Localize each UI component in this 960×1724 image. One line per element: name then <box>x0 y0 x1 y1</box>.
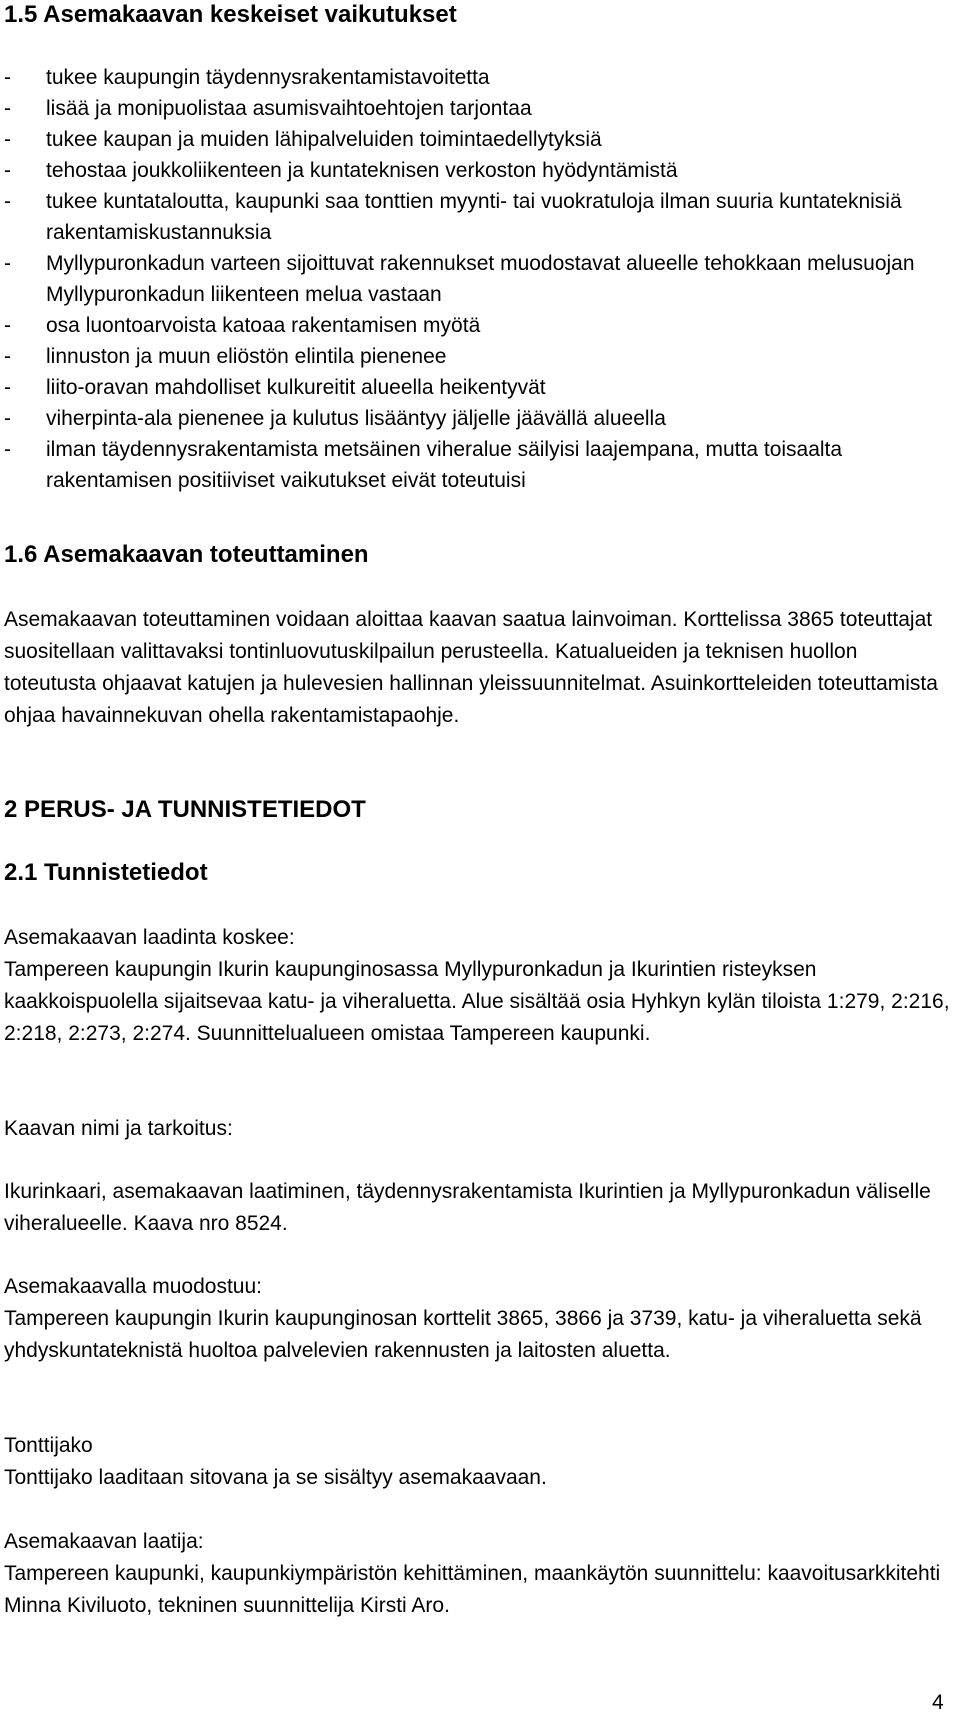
author-text: Tampereen kaupunki, kaupunkiympäristön kehittäminen, maankäytön suunnittelu: kaavoitusarkkitehti Minna Kiviluoto, tekninen suunnittelija Kirsti Aro. <box>4 1562 941 1617</box>
list-dash: - <box>4 252 11 275</box>
list-item <box>4 155 954 186</box>
list-item <box>4 186 954 248</box>
list-item <box>4 124 954 155</box>
formation-label: Asemakaavalla muodostuu: <box>4 1275 262 1298</box>
list-item <box>4 434 954 496</box>
plan-name-label: Kaavan nimi ja tarkoitus: <box>4 1117 233 1140</box>
list-dash: - <box>4 438 11 461</box>
section-heading-2-1: 2.1 Tunnistetiedot <box>4 859 208 886</box>
list-item-text: ilman täydennysrakentamista metsäinen viheralue säilyisi laajempana, mutta toisaalta rakentamisen positiiviset vaikutukset eivät toteutuisi <box>46 438 843 492</box>
list-item-text: Myllypuronkadun varteen sijoittuvat rakennukset muodostavat alueelle tehokkaan melusuojan Myllypuronkadun liikenteen melua vastaan <box>46 252 915 306</box>
list-dash: - <box>4 345 11 368</box>
list-item-text: viherpinta-ala pienenee ja kulutus lisääntyy jäljelle jäävällä alueella <box>46 407 666 430</box>
list-dash: - <box>4 190 11 213</box>
list-item <box>4 248 954 310</box>
list-item <box>4 62 954 93</box>
list-item <box>4 372 954 403</box>
list-item-text: liito-oravan mahdolliset kulkureitit alueella heikentyvät <box>46 376 546 399</box>
list-dash: - <box>4 407 11 430</box>
list-item <box>4 341 954 372</box>
list-dash: - <box>4 314 11 337</box>
list-item-text: osa luontoarvoista katoaa rakentamisen myötä <box>46 314 481 337</box>
list-item-text: lisää ja monipuolistaa asumisvaihtoehtojen tarjontaa <box>46 97 532 120</box>
list-dash: - <box>4 159 11 182</box>
lot-division-label: Tonttijako <box>4 1434 93 1457</box>
list-item <box>4 310 954 341</box>
scope-label: Asemakaavan laadinta koskee: <box>4 926 295 949</box>
list-item-text: tukee kaupan ja muiden lähipalveluiden toimintaedellytyksiä <box>46 128 602 151</box>
list-item-text: tukee kaupungin täydennysrakentamistavoitetta <box>46 66 490 89</box>
formation-text: Tampereen kaupungin Ikurin kaupunginosan korttelit 3865, 3866 ja 3739, katu- ja viheraluetta sekä yhdyskuntateknistä huoltoa palvelevien rakennusten ja laitosten aluetta. <box>4 1307 922 1362</box>
list-item <box>4 403 954 434</box>
list-item-text: linnuston ja muun eliöstön elintila pienenee <box>46 345 447 368</box>
author-label: Asemakaavan laatija: <box>4 1530 204 1553</box>
list-dash: - <box>4 97 11 120</box>
list-dash: - <box>4 128 11 151</box>
section-heading-1-5: 1.5 Asemakaavan keskeiset vaikutukset <box>4 1 457 28</box>
page-number: 4 <box>932 1691 944 1714</box>
implementation-paragraph: Asemakaavan toteuttaminen voidaan aloittaa kaavan saatua lainvoiman. Korttelissa 3865 toteuttajat suositellaan valittavaksi tontinluovutuskilpailun perusteella. Katualueiden ja teknisen huollon toteutusta ohjaavat katujen ja hulevesien hallinnan yleissuunnitelmat. Asuinkortteleiden toteuttamista ohjaa havainnekuvan ohella rakentamistapaohje. <box>4 608 938 727</box>
effects-list <box>4 62 954 496</box>
scope-text: Tampereen kaupungin Ikurin kaupunginosassa Myllypuronkadun ja Ikurintien risteyksen kaakkoispuolella sijaitsevaa katu- ja viheraluetta. Alue sisältää osia Hyhkyn kylän tiloista 1:279, 2:216, 2:218, 2:273, 2:274. Suunnittelualueen omistaa Tampereen kaupunki. <box>4 958 950 1045</box>
plan-name-text: Ikurinkaari, asemakaavan laatiminen, täydennysrakentamista Ikurintien ja Myllypuronkadun väliselle viheralueelle. Kaava nro 8524. <box>4 1180 931 1235</box>
list-item-text: tukee kuntataloutta, kaupunki saa tonttien myynti- tai vuokratuloja ilman suuria kuntateknisiä rakentamiskustannuksia <box>46 190 902 244</box>
list-dash: - <box>4 376 11 399</box>
section-heading-2: 2 PERUS- JA TUNNISTETIEDOT <box>4 796 366 823</box>
lot-division-text: Tonttijako laaditaan sitovana ja se sisältyy asemakaavaan. <box>4 1466 547 1489</box>
section-heading-1-6: 1.6 Asemakaavan toteuttaminen <box>4 541 369 568</box>
list-item <box>4 93 954 124</box>
list-dash: - <box>4 66 11 89</box>
list-item-text: tehostaa joukkoliikenteen ja kuntateknisen verkoston hyödyntämistä <box>46 159 678 182</box>
